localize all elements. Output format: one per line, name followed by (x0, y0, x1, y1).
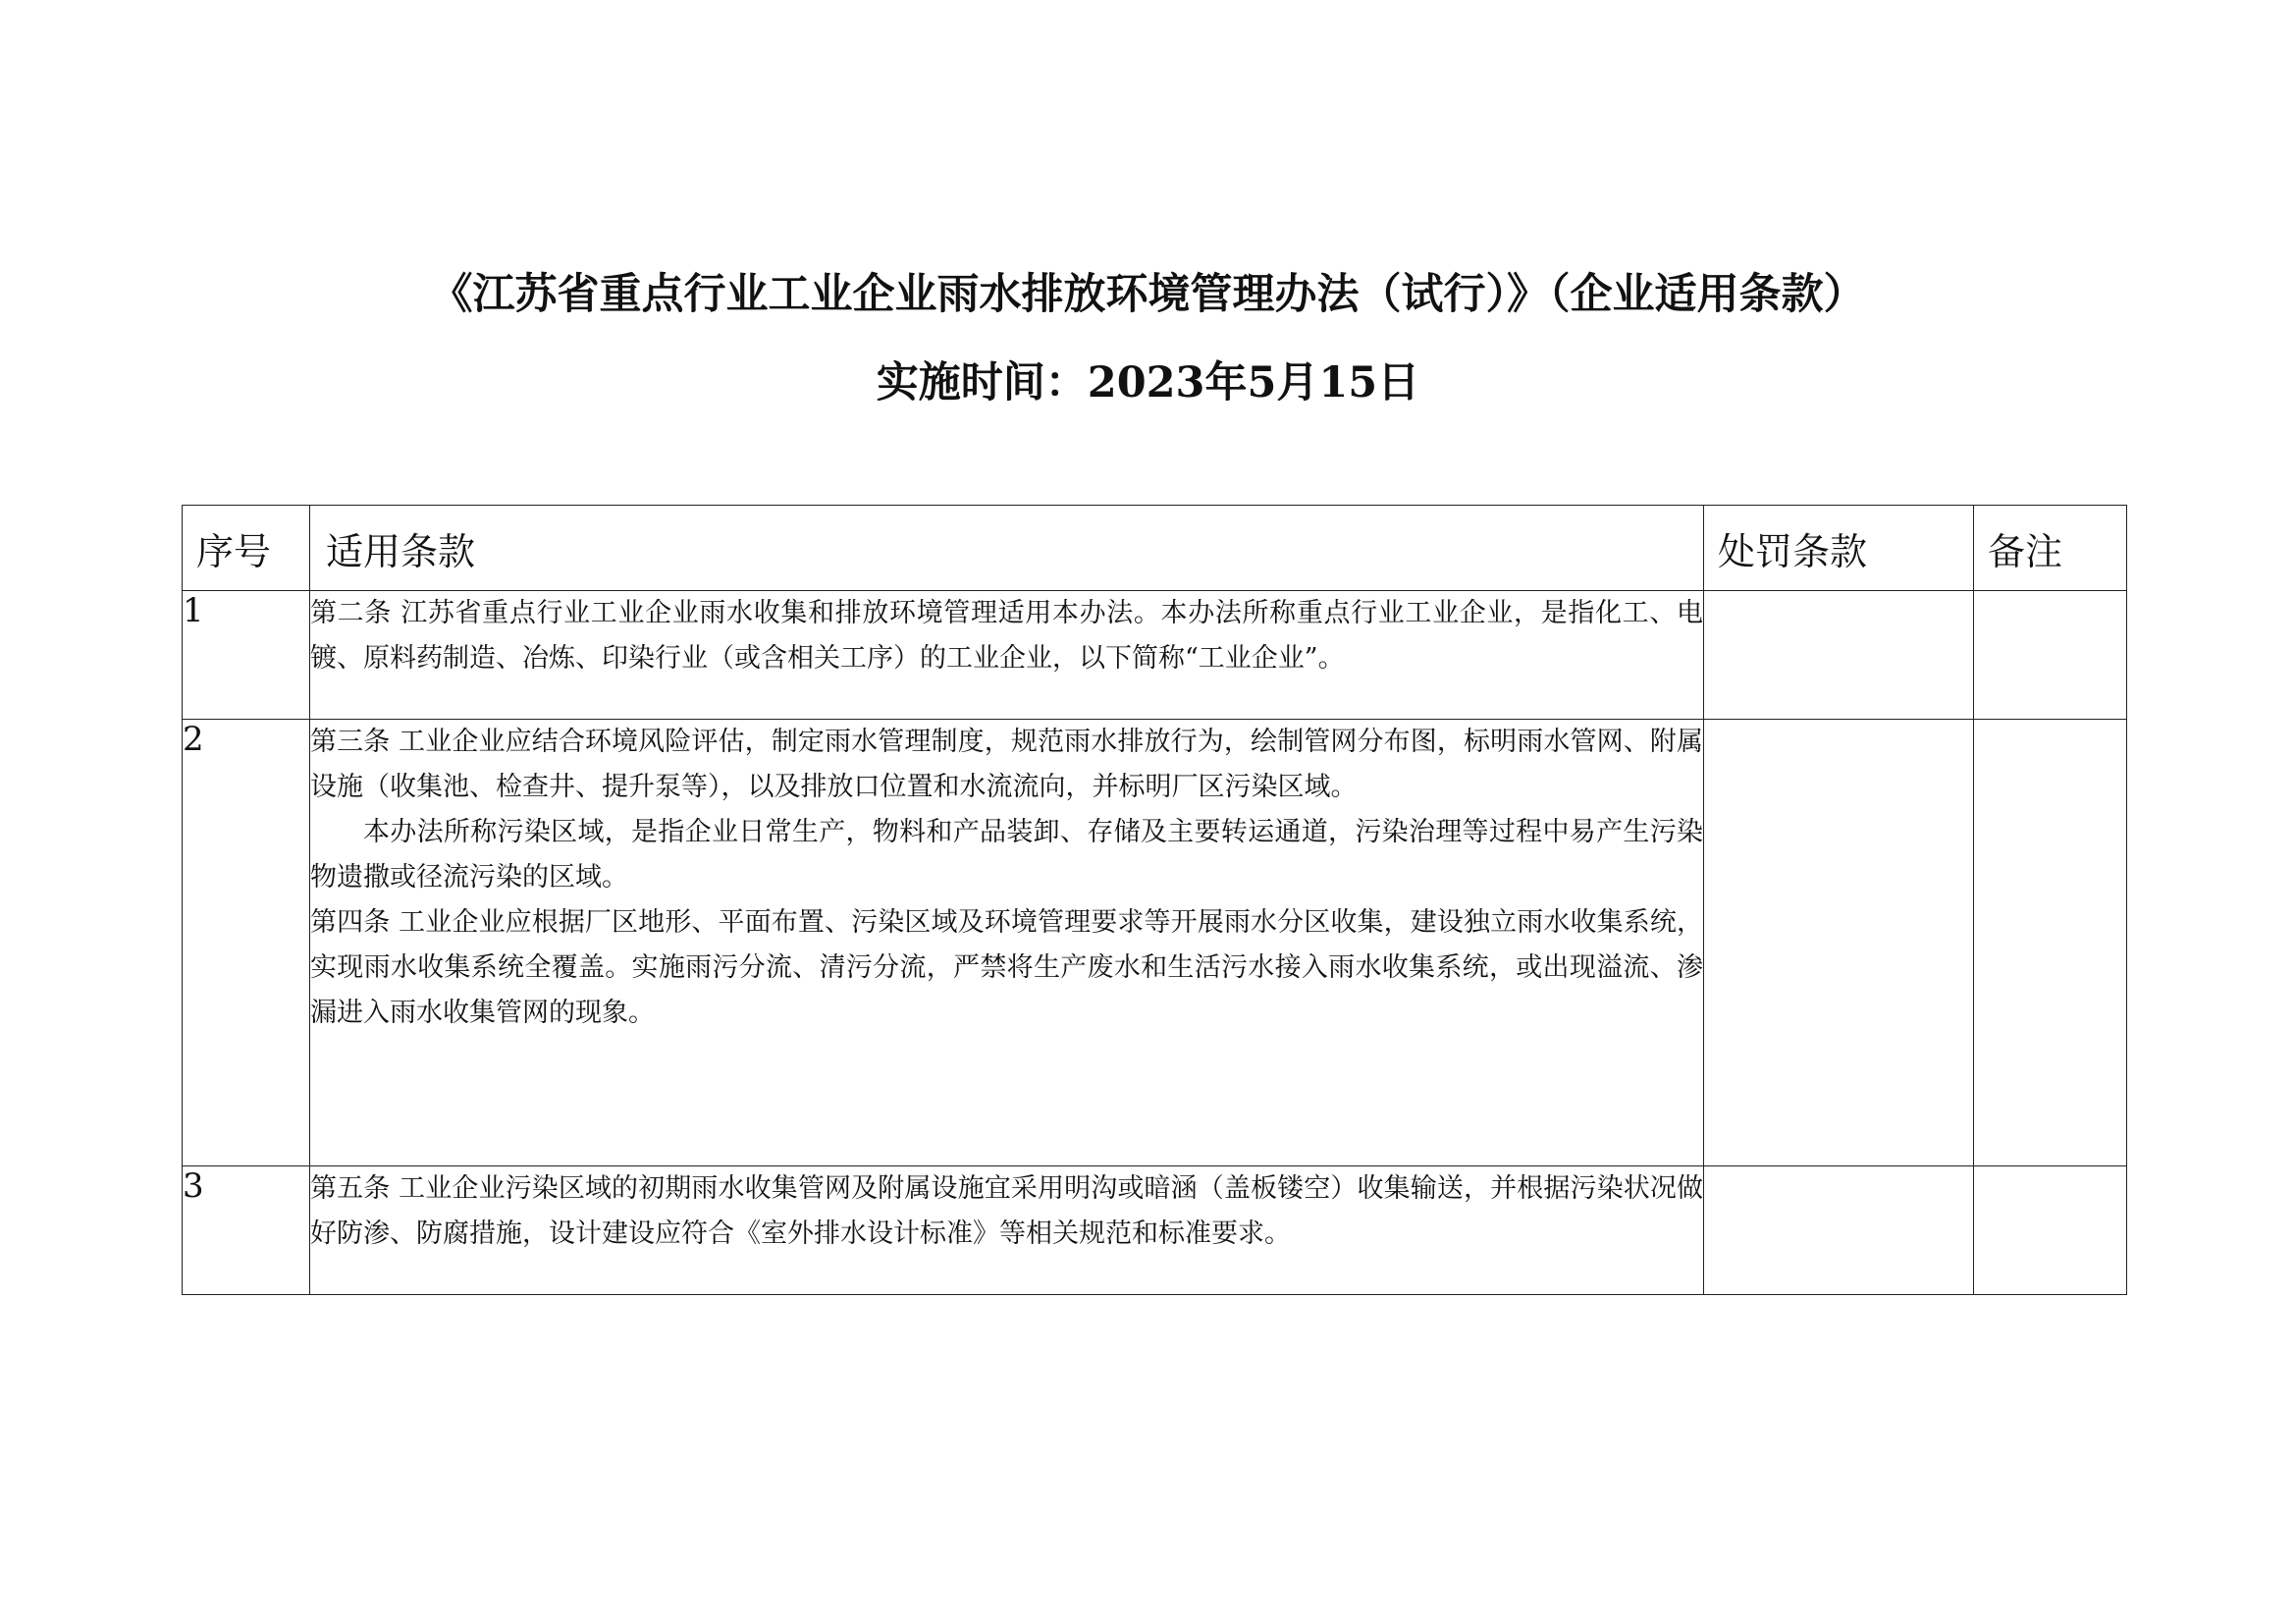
remark-cell (1974, 1166, 2127, 1295)
clause-paragraph: 第二条 江苏省重点行业工业企业雨水收集和排放环境管理适用本办法。本办法所称重点行业工业企业，是指化工、电镀、原料药制造、冶炼、印染行业（或含相关工序）的工业企业，以下简称“工业企业”。 (310, 598, 1703, 674)
remark-cell (1974, 720, 2127, 1166)
penalty-cell (1704, 720, 1974, 1166)
table-header-row (183, 506, 2127, 591)
clause-cell (310, 1166, 1704, 1295)
clause-paragraph: 第四条 工业企业应根据厂区地形、平面布置、污染区域及环境管理要求等开展雨水分区收集，建设独立雨水收集系统，实现雨水收集系统全覆盖。实施雨污分流、清污分流，严禁将生产废水和生活污水接入雨水收集系统，或出现溢流、渗漏进入雨水收集管网的现象。 (310, 907, 1703, 1028)
penalty-cell (1704, 1166, 1974, 1295)
remark-cell (1974, 591, 2127, 720)
penalty-cell (1704, 591, 1974, 720)
clause-paragraph: 第三条 工业企业应结合环境风险评估，制定雨水管理制度，规范雨水排放行为，绘制管网分布图，标明雨水管网、附属设施（收集池、检查井、提升泵等），以及排放口位置和水流流向，并标明厂区污染区域。 (310, 727, 1703, 802)
table-row (183, 720, 2127, 1166)
clause-cell (310, 591, 1704, 720)
header-serial-number: 序号 (183, 506, 310, 591)
row-number: 3 (183, 1166, 310, 1295)
effective-date: 实施时间：2023年5月15日 (876, 358, 1420, 407)
clause-paragraph: 本办法所称污染区域，是指企业日常生产，物料和产品装卸、存储及主要转运通道，污染治理等过程中易产生污染物遗撒或径流污染的区域。 (310, 817, 1703, 893)
clause-cell (310, 720, 1704, 1166)
document-title: 《江苏省重点行业工业企业雨水排放环境管理办法（试行）》（企业适用条款） (430, 270, 1866, 319)
row-number: 1 (183, 591, 310, 720)
clause-paragraph: 第五条 工业企业污染区域的初期雨水收集管网及附属设施宜采用明沟或暗涵（盖板镂空）收集输送，并根据污染状况做好防渗、防腐措施，设计建设应符合《室外排水设计标准》等相关规范和标准要求。 (310, 1173, 1703, 1249)
header-applicable-clauses: 适用条款 (310, 506, 1704, 591)
header-remarks: 备注 (1974, 506, 2127, 591)
clauses-table (182, 505, 2127, 1295)
row-number: 2 (183, 720, 310, 1166)
table-row (183, 1166, 2127, 1295)
table-row (183, 591, 2127, 720)
header-penalty-clauses: 处罚条款 (1704, 506, 1974, 591)
